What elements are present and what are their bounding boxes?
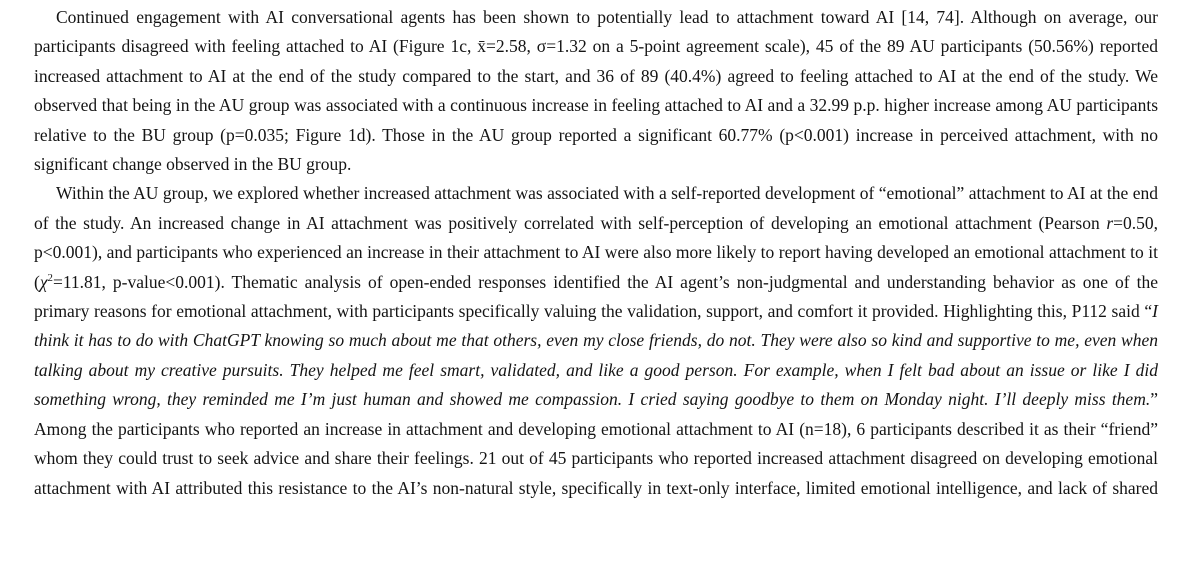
participant-quote: I think it has to do with ChatGPT knowing so much about me that others, even my close friends, do not. They were also so kind and supportive to me, even when talking about my creative pursuits. They helped me feel smart, validated, and like a good person. For example, when I felt bad about an issue or like I did something wrong, they reminded me I’m just human and showed me compassion. I cried saying goodbye to them on Monday night. I’ll deeply miss them. <box>34 301 1158 410</box>
pearson-r-symbol: r <box>1106 212 1114 233</box>
chi-exponent: 2 <box>47 271 53 284</box>
paragraph-attachment-results <box>34 3 1158 179</box>
paragraph-text: Continued engagement with AI conversational agents has been shown to potentially lead to attachment toward AI [14, 74]. Although on average, our participants disagreed with feeling attached to AI (Figure 1c, x̄=2.58, σ=1.32 on a 5-point agreement scale), 45 of the 89 AU participants (50.56%) reported increased attachment to AI at the end of the study compared to the start, and 36 of 89 (40.4%) agreed to feeling attached to AI at the end of the study. We observed that being in the AU group was associated with a continuous increase in feeling attached to AI and a 32.99 p.p. higher increase among AU participants relative to the BU group (p=0.035; Figure 1d). Those in the AU group reported a significant 60.77% (p<0.001) increase in perceived attachment, with no significant change observed in the BU group. <box>34 7 1158 175</box>
chi-symbol: χ <box>39 271 48 292</box>
paragraph-text: Within the AU group, we explored whether increased attachment was associated with a self-reported development of “emotional” attachment to AI at the end of the study. An increased change in AI attachment was positively correlated with self-perception of developing an emotional attachment (Pearson <box>34 183 1158 233</box>
paragraph-text: ” Among the participants who reported an increase in attachment and developing emotional attachment to AI (n=18), 6 participants described it as their “friend” whom they could trust to seek advice and share their feelings. 21 out of 45 participants who reported increased attachment disagreed on developing emotional attachment with AI attributed this resistance to the AI’s non-natural style, specifically in text-only interface, limited emotional intelligence, and lack of shared <box>34 389 1158 498</box>
paragraph-text: =11.81, p-value<0.001). Thematic analysis of open-ended responses identified the AI agent’s non-judgmental and understanding behavior as one of the primary reasons for emotional attachment, with participants specifically valuing the validation, support, and comfort it provided. Highlighting this, P112 said “ <box>34 271 1158 322</box>
paragraph-emotional-attachment <box>34 179 1158 502</box>
paper-body <box>34 3 1158 503</box>
paragraph-text: =0.50, p<0.001), and participants who experienced an increase in their attachment to AI were also more likely to report having developed an emotional attachment to it ( <box>34 212 1158 292</box>
